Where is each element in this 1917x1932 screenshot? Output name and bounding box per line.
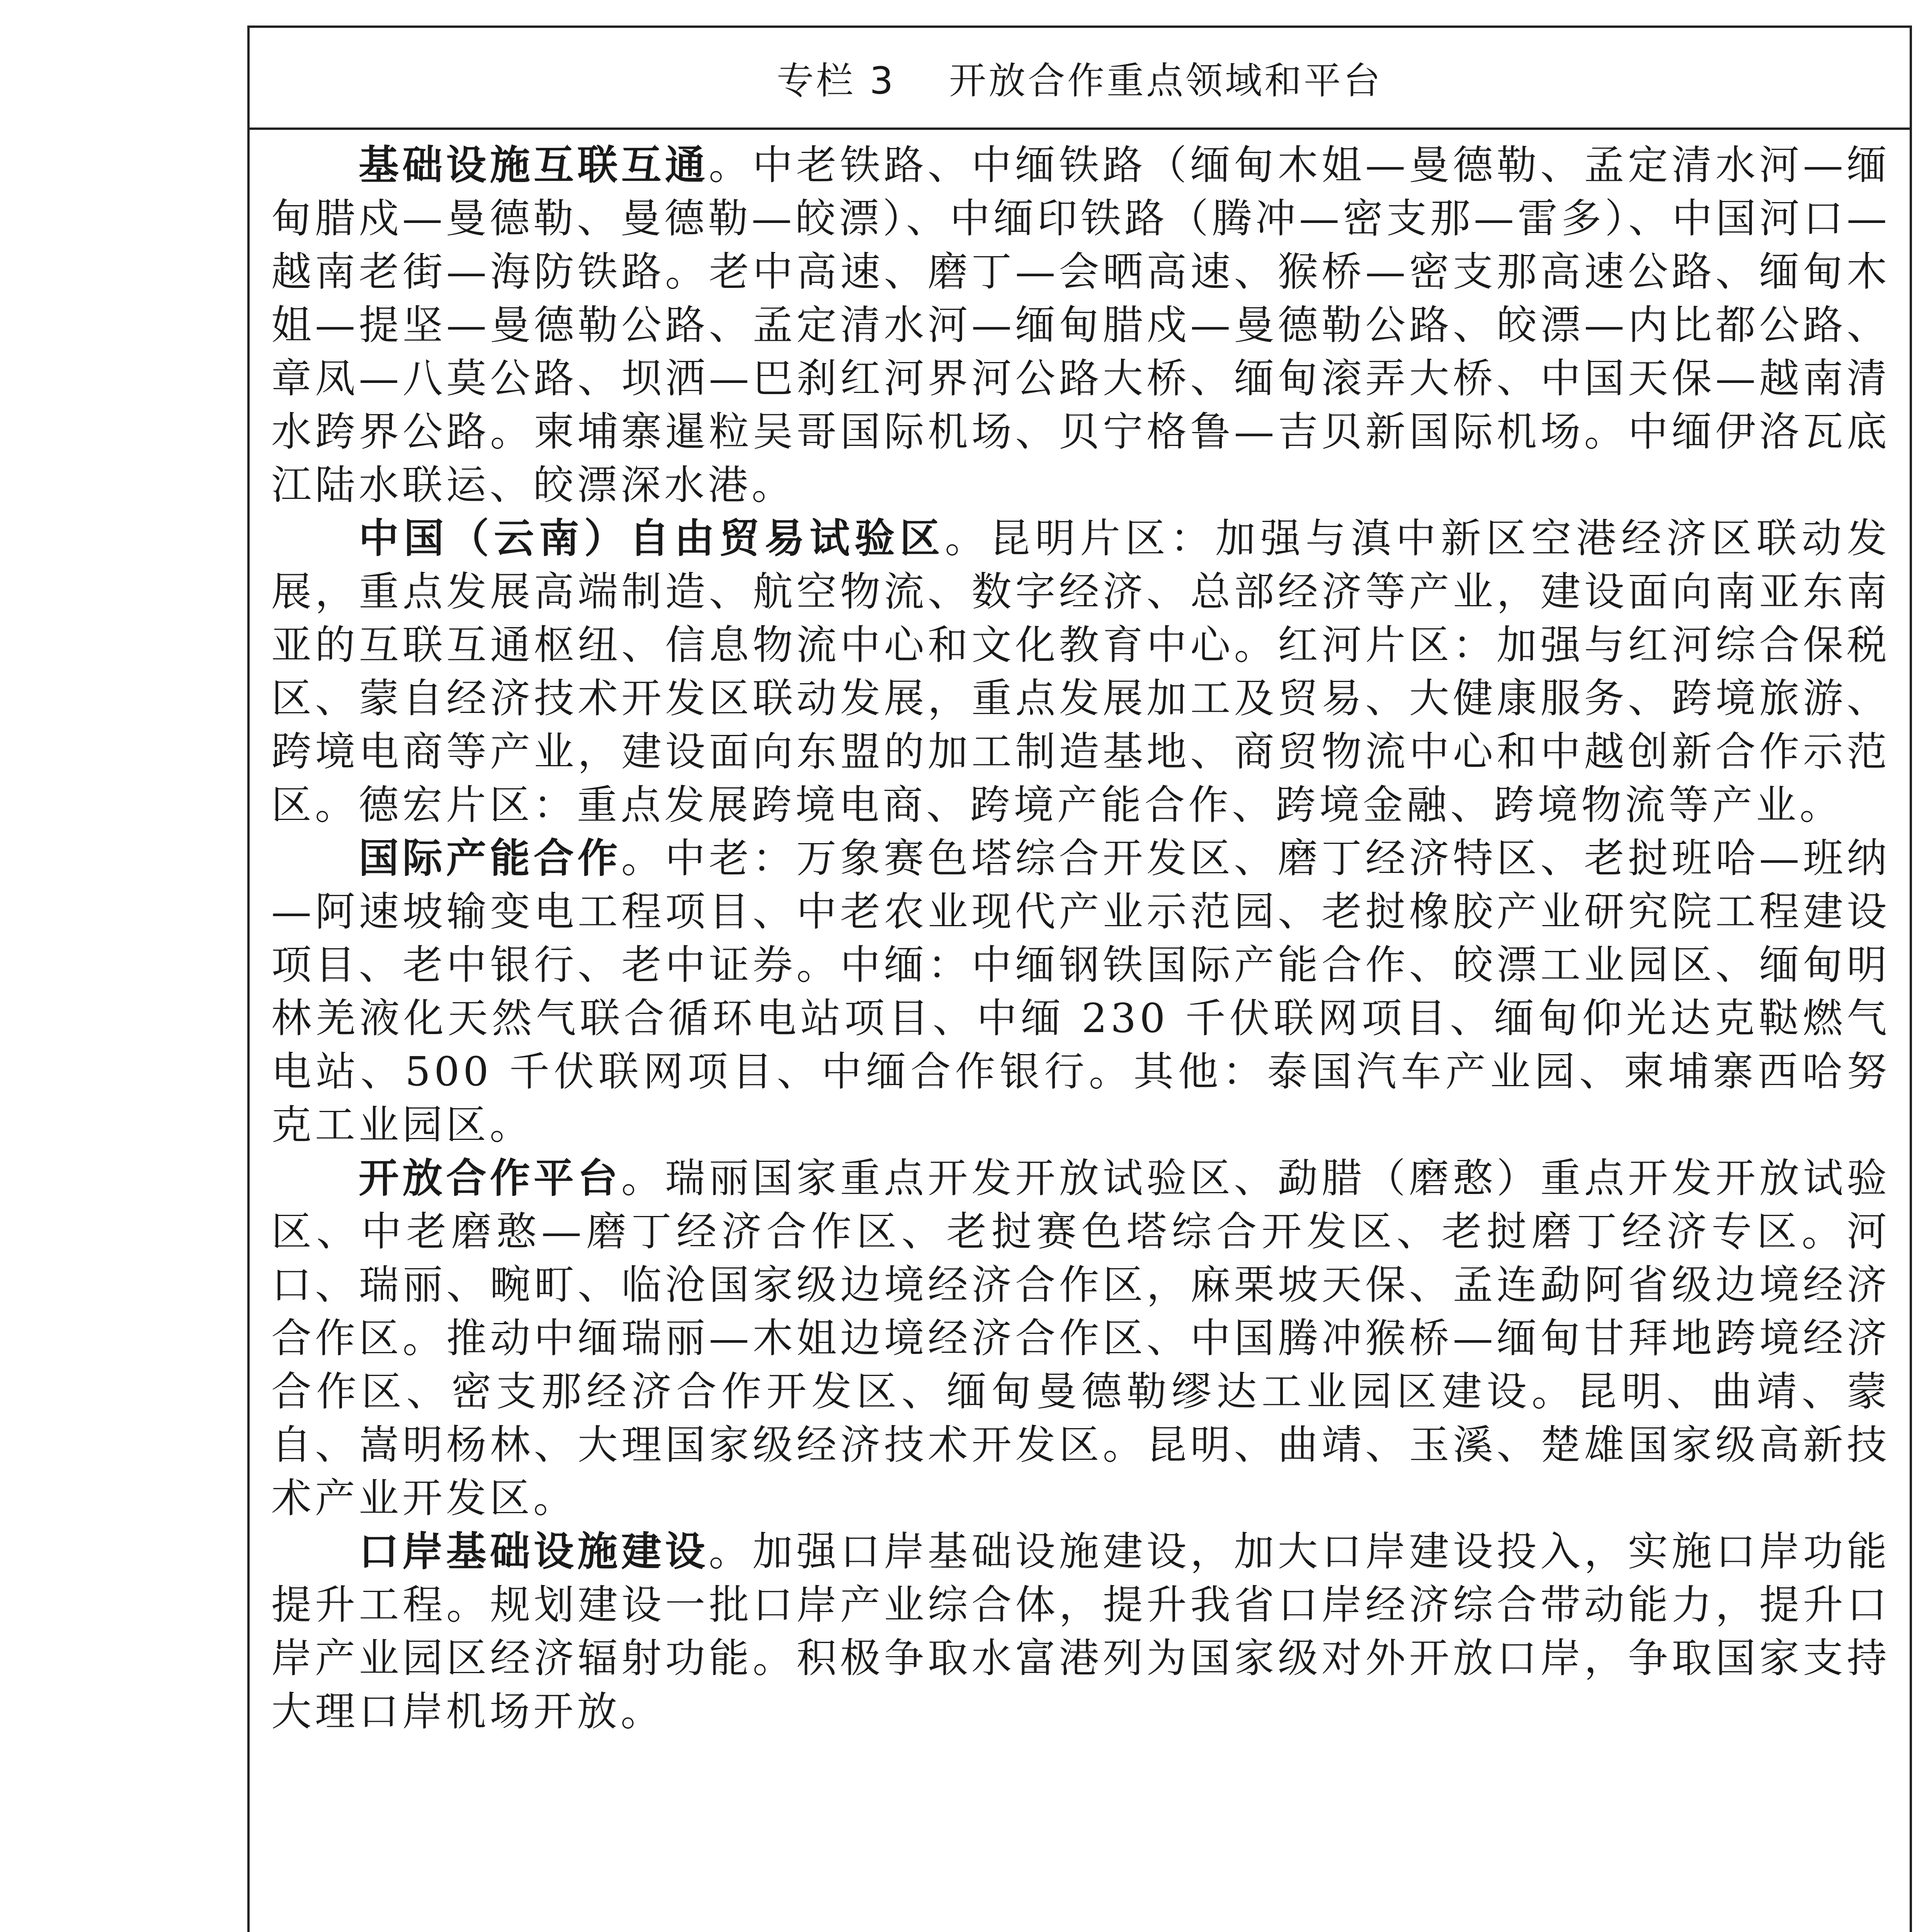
- section-free-trade-zone: [271, 512, 1890, 832]
- section-text: 。加强口岸基础设施建设，加大口岸建设投入，实施口岸功能提升工程。规划建设一批口岸产业综合体，提升我省口岸经济综合带动能力，提升口岸产业园区经济辐射功能。积极争取水富港列为国家级对外开放口岸，争取国家支持大理口岸机场开放。: [271, 1528, 1890, 1735]
- section-port-infrastructure: [271, 1525, 1890, 1738]
- section-heading: 中国（云南）自由贸易试验区: [359, 515, 945, 562]
- section-text: 。中老铁路、中缅铁路（缅甸木姐—曼德勒、孟定清水河—缅甸腊戍—曼德勒、曼德勒—皎漂）、中缅印铁路（腾冲—密支那—雷多）、中国河口—越南老街—海防铁路。老中高速、磨丁—会晒高速、猴桥—密支那高速公路、缅甸木姐—提坚—曼德勒公路、孟定清水河—缅甸腊戍—曼德勒公路、皎漂—内比都公路、章凤—八莫公路、坝洒—巴刹红河界河公路大桥、缅甸滚弄大桥、中国天保—越南清水跨界公路。柬埔寨暹粒吴哥国际机场、贝宁格鲁—吉贝新国际机场。中缅伊洛瓦底江陆水联运、皎漂深水港。: [271, 141, 1891, 509]
- section-capacity-cooperation: [271, 832, 1890, 1151]
- feature-box: [247, 26, 1912, 1932]
- section-heading: 基础设施互联互通: [359, 141, 709, 189]
- section-text: 。瑞丽国家重点开发开放试验区、勐腊（磨憨）重点开发开放试验区、中老磨憨—磨丁经济合作区、老挝赛色塔综合开发区、老挝磨丁经济专区。河口、瑞丽、畹町、临沧国家级边境经济合作区，麻栗坡天保、孟连勐阿省级边境经济合作区。推动中缅瑞丽—木姐边境经济合作区、中国腾冲猴桥—缅甸甘拜地跨境经济合作区、密支那经济合作开发区、缅甸曼德勒缪达工业园区建设。昆明、曲靖、蒙自、嵩明杨林、大理国家级经济技术开发区。昆明、曲靖、玉溪、楚雄国家级高新技术产业开发区。: [271, 1155, 1890, 1522]
- box-body: [250, 130, 1910, 1738]
- section-heading: 国际产能合作: [359, 835, 621, 882]
- section-text: 。中老：万象赛色塔综合开发区、磨丁经济特区、老挝班哈—班纳—阿速坡输变电工程项目、中老农业现代产业示范园、老挝橡胶产业研究院工程建设项目、老中银行、老中证券。中缅：中缅钢铁国际产能合作、皎漂工业园区、缅甸明林羌液化天然气联合循环电站项目、中缅 230 千伏联网项目、缅甸仰光达克鞑燃气电站、500 千伏联网项目、中缅合作银行。其他：泰国汽车产业园、柬埔寨西哈努克工业园区。: [271, 835, 1890, 1148]
- section-infrastructure: [271, 138, 1890, 512]
- section-text: 。昆明片区：加强与滇中新区空港经济区联动发展，重点发展高端制造、航空物流、数字经济、总部经济等产业，建设面向南亚东南亚的互联互通枢纽、信息物流中心和文化教育中心。红河片区：加强与红河综合保税区、蒙自经济技术开发区联动发展，重点发展加工及贸易、大健康服务、跨境旅游、跨境电商等产业，建设面向东盟的加工制造基地、商贸物流中心和中越创新合作示范区。德宏片区：重点发展跨境电商、跨境产能合作、跨境金融、跨境物流等产业。: [271, 515, 1890, 828]
- section-heading: 口岸基础设施建设: [359, 1528, 709, 1575]
- section-heading: 开放合作平台: [359, 1155, 621, 1202]
- box-header: [250, 28, 1910, 130]
- box-title: 专栏 3 开放合作重点领域和平台: [776, 59, 1383, 102]
- section-cooperation-platforms: [271, 1151, 1890, 1525]
